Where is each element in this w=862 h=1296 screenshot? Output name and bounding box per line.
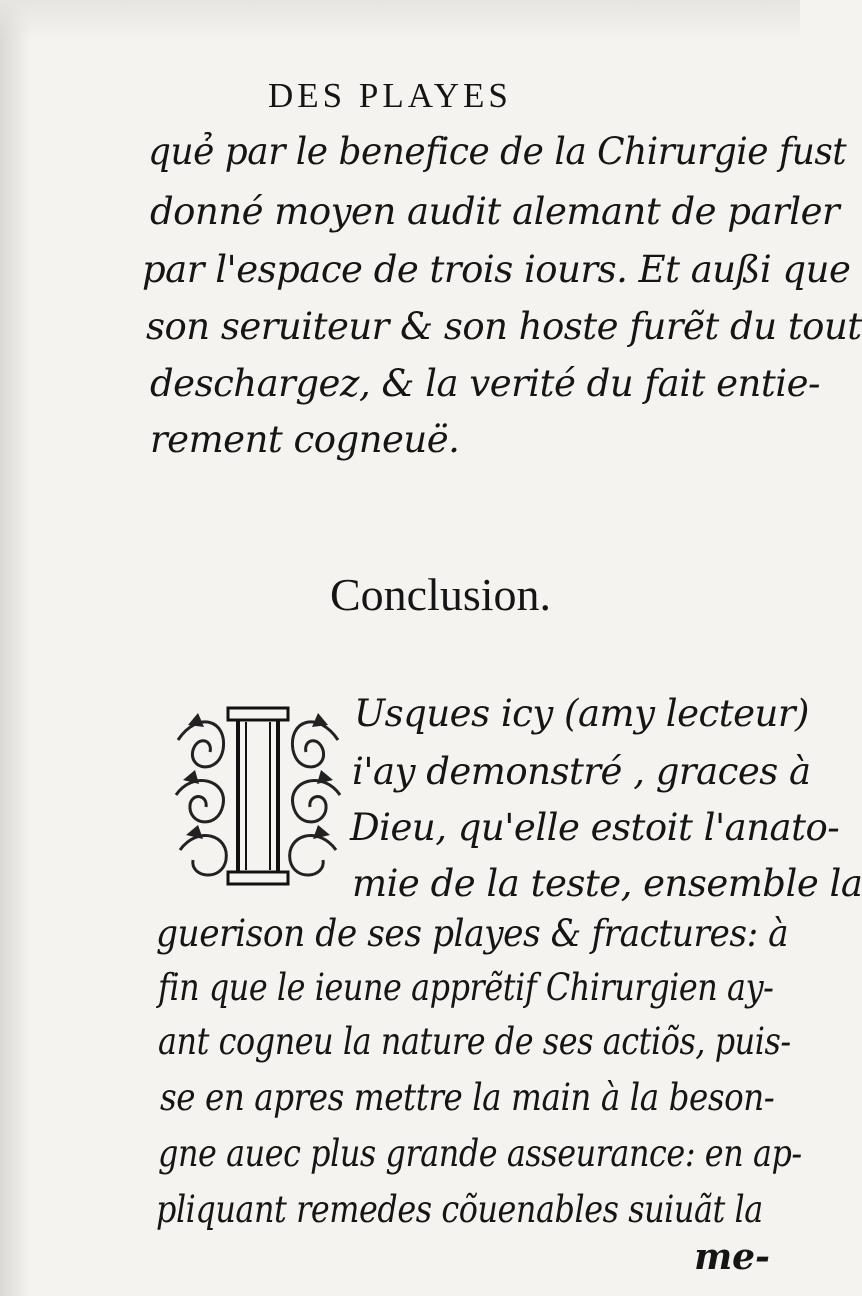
text-line: ant cogneu la nature de ses actiõs, puis- [158, 1020, 791, 1063]
catchword: me- [694, 1236, 770, 1278]
text-line: Usques icy (amy lecteur) [354, 692, 809, 735]
page-top-shadow [0, 0, 800, 40]
text-line: se en apres mettre la main à la beson- [160, 1076, 775, 1119]
page-edge-shadow [0, 0, 30, 1296]
section-title: Conclusion. [330, 569, 552, 620]
text-line: par l'espace de trois iours. Et außi que [142, 248, 851, 291]
text-line: i'ay demonstré , graces à [352, 750, 811, 793]
decorated-initial [168, 700, 348, 890]
text-line: son seruiteur & son hoste furẽt du tout [146, 305, 862, 348]
text-line: gne auec plus grande asseurance: en ap- [158, 1132, 802, 1175]
text-line: fin que le ieune apprẽtif Chirurgien ay- [158, 966, 774, 1009]
text-line: donné moyen audit alemant de parler [150, 190, 840, 233]
running-header: DES PLAYES [268, 76, 512, 115]
text-line: pliquant remedes cõuenables suiuãt la [156, 1188, 763, 1231]
text-line: mie de la teste, ensemble la [352, 862, 862, 905]
text-line: deschargez, & la verité du fait entie- [150, 362, 820, 405]
text-line: Dieu, qu'elle estoit l'anato- [350, 806, 840, 849]
text-line: guerison de ses playes & fractures: à [156, 912, 789, 955]
text-line: rement cogneuë. [150, 418, 460, 461]
text-line: quẻ par le benefice de la Chirurgie fust [148, 130, 847, 173]
